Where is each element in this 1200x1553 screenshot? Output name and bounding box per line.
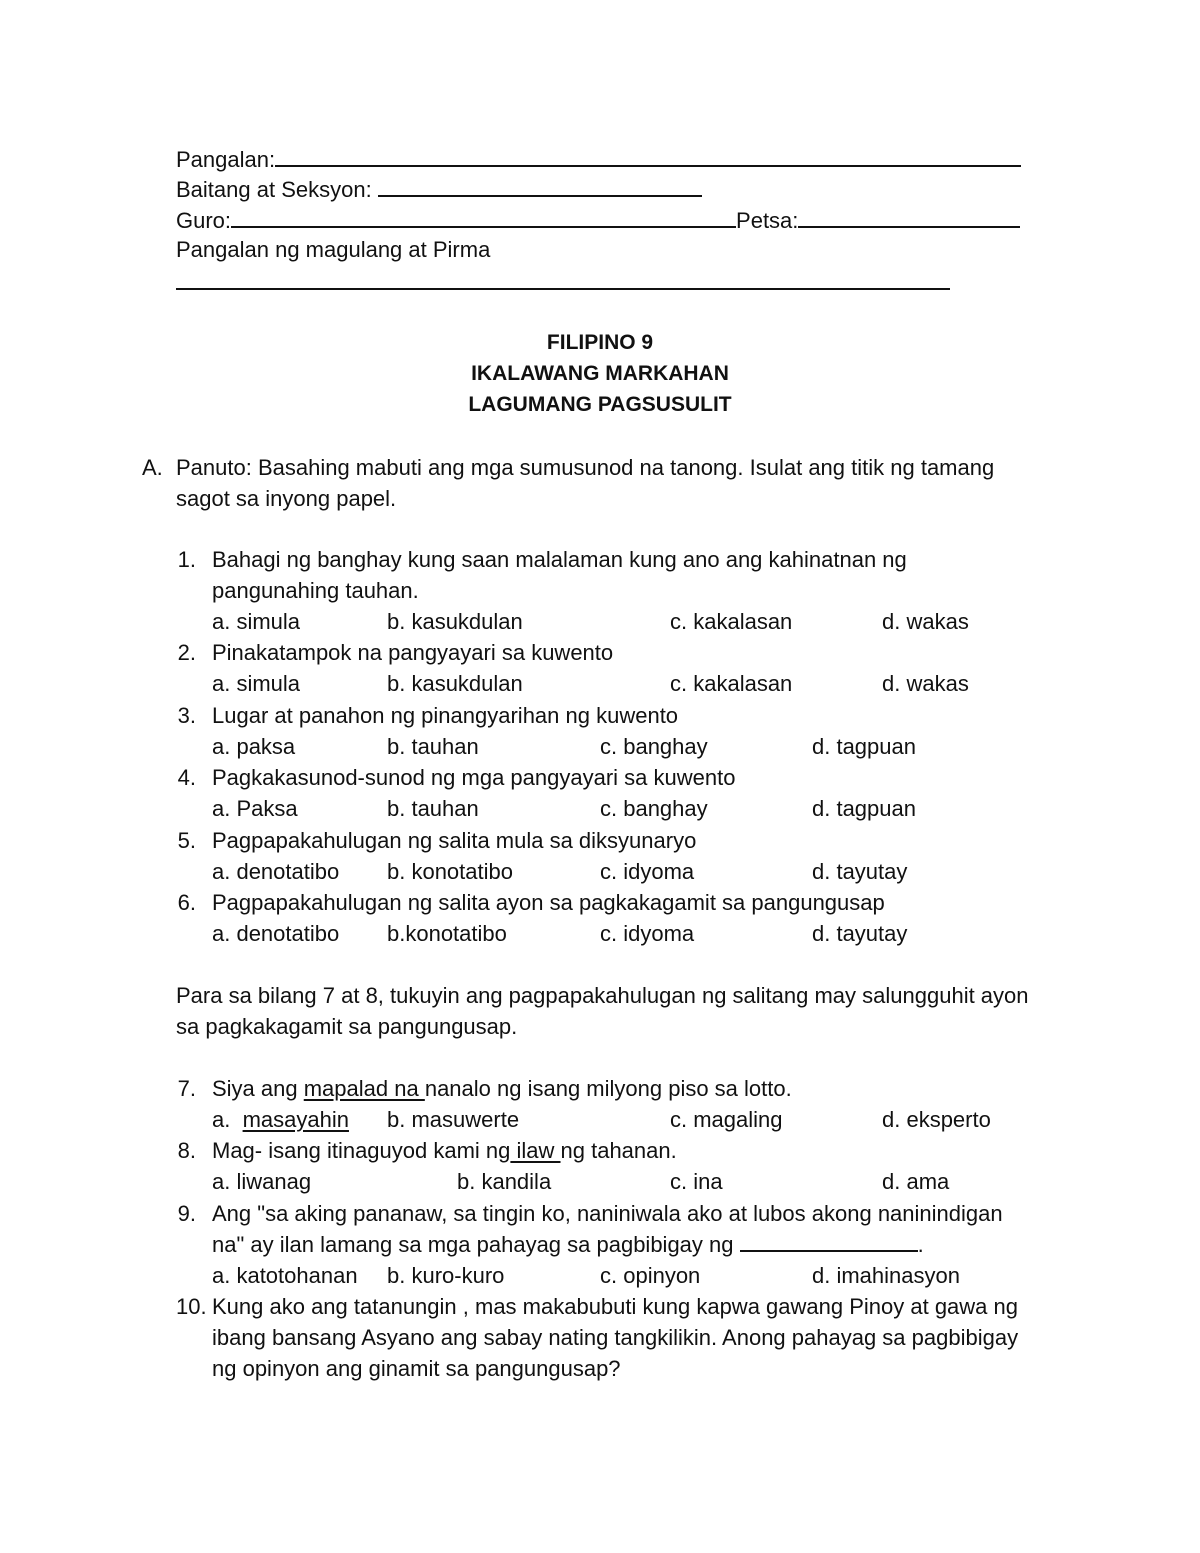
option-c[interactable]: c. opinyon [600, 1263, 701, 1288]
instruction-line-1: Panuto: Basahing mabuti ang mga sumusunod na tanong. Isulat ang titik ng tamang [176, 455, 995, 480]
question-text: Kung ako ang tatanungin , mas makabubuti kung kapwa gawang Pinoy at gawa ng [212, 1294, 1018, 1319]
option-d[interactable]: d. wakas [882, 609, 969, 634]
option-b[interactable]: b. masuwerte [387, 1107, 520, 1132]
option-a[interactable]: a. Paksa [212, 796, 298, 821]
question-text-pre: na" ay ilan lamang sa mga pahayag sa pagbibigay ng [212, 1232, 740, 1257]
option-d[interactable]: d. ama [882, 1169, 950, 1194]
option-a[interactable]: a. liwanag [212, 1169, 312, 1194]
option-a[interactable]: a. katotohanan [212, 1263, 358, 1288]
option-a-word: masayahin [242, 1107, 349, 1132]
question-text-post: nanalo ng isang milyong piso sa lotto. [424, 1076, 792, 1101]
question-text: Pagkakasunod-sunod ng mga pangyayari sa kuwento [212, 765, 736, 790]
option-c[interactable]: c. kakalasan [670, 671, 793, 696]
para-instruction-line-2: sa pagkakagamit sa pangungusap. [176, 1014, 518, 1039]
grade-section-blank[interactable] [378, 175, 702, 197]
option-d[interactable]: d. tagpuan [812, 734, 916, 759]
option-d[interactable]: d. tagpuan [812, 796, 916, 821]
option-b[interactable]: b. kuro-kuro [387, 1263, 505, 1288]
question-number: 10. [176, 1294, 207, 1319]
option-d[interactable]: d. eksperto [882, 1107, 991, 1132]
option-a[interactable]: a. denotatibo [212, 859, 340, 884]
option-a[interactable]: a. paksa [212, 734, 296, 759]
name-field [176, 145, 1021, 173]
option-c[interactable]: c. idyoma [600, 921, 695, 946]
name-label: Pangalan: [176, 147, 276, 172]
teacher-label: Guro: [176, 208, 232, 233]
question-text-pre: Siya ang [212, 1076, 304, 1101]
question-text: Ang "sa aking pananaw, sa tingin ko, naniniwala ako at lubos akong naninindigan [212, 1201, 1003, 1226]
question-number: 5. [177, 828, 196, 853]
option-a[interactable] [212, 1107, 349, 1133]
option-d[interactable]: d. imahinasyon [812, 1263, 960, 1288]
question-text [212, 1076, 792, 1102]
question-number: 9. [177, 1201, 196, 1226]
question-number: 6. [177, 890, 196, 915]
option-c[interactable]: c. magaling [670, 1107, 783, 1132]
parent-signature-blank[interactable] [176, 288, 950, 290]
question-text: pangunahing tauhan. [212, 578, 419, 603]
underlined-word: ilaw [510, 1138, 561, 1163]
name-blank[interactable] [275, 145, 1021, 167]
answer-blank[interactable] [740, 1232, 918, 1252]
question-text: ng opinyon ang ginamit sa pangungusap? [212, 1356, 621, 1381]
teacher-blank[interactable] [231, 206, 736, 228]
option-b[interactable]: b. tauhan [387, 796, 479, 821]
quarter-title: IKALAWANG MARKAHAN [471, 362, 729, 385]
question-text-post: . [917, 1232, 924, 1257]
question-text: ibang bansang Asyano ang sabay nating tangkilikin. Anong pahayag sa pagbibigay [212, 1325, 1019, 1350]
option-b[interactable]: b. konotatibo [387, 859, 513, 884]
option-b[interactable]: b. kasukdulan [387, 671, 523, 696]
question-text-line-2 [212, 1232, 924, 1258]
parent-label: Pangalan ng magulang at Pirma [176, 237, 491, 262]
question-number: 3. [177, 703, 196, 728]
question-text-pre: Mag- isang itinaguyod kami ng [212, 1138, 511, 1163]
date-blank[interactable] [798, 206, 1020, 228]
subject-title: FILIPINO 9 [546, 331, 654, 354]
question-number: 1. [177, 547, 196, 572]
question-text: Pagpapakahulugan ng salita mula sa diksyunaryo [212, 828, 697, 853]
grade-section-field [176, 175, 702, 203]
option-a[interactable]: a. simula [212, 671, 301, 696]
option-b[interactable]: b. kasukdulan [387, 609, 523, 634]
option-c[interactable]: c. idyoma [600, 859, 695, 884]
option-d[interactable]: d. wakas [882, 671, 969, 696]
option-c[interactable]: c. kakalasan [670, 609, 793, 634]
question-text: Pinakatampok na pangyayari sa kuwento [212, 640, 614, 665]
para-instruction-line-1: Para sa bilang 7 at 8, tukuyin ang pagpapakahulugan ng salitang may salungguhit ayon [176, 983, 1029, 1008]
date-label: Petsa: [736, 208, 799, 233]
instruction-line-2: sagot sa inyong papel. [176, 486, 397, 511]
question-text: Bahagi ng banghay kung saan malalaman kung ano ang kahinatnan ng [212, 547, 907, 572]
question-text: Pagpapakahulugan ng salita ayon sa pagkakagamit sa pangungusap [212, 890, 885, 915]
option-a[interactable]: a. denotatibo [212, 921, 340, 946]
exam-title: LAGUMANG PAGSUSULIT [468, 393, 732, 416]
option-b[interactable]: b. kandila [457, 1169, 552, 1194]
option-b[interactable]: b. tauhan [387, 734, 479, 759]
question-number: 2. [177, 640, 196, 665]
teacher-date-field [176, 206, 1020, 234]
option-d[interactable]: d. tayutay [812, 859, 908, 884]
option-letter: a. [212, 1107, 243, 1132]
option-c[interactable]: c. banghay [600, 796, 708, 821]
section-letter: A. [142, 455, 163, 480]
option-a[interactable]: a. simula [212, 609, 301, 634]
underlined-word: mapalad na [303, 1076, 425, 1101]
question-text: Lugar at panahon ng pinangyarihan ng kuwento [212, 703, 679, 728]
question-number: 4. [177, 765, 196, 790]
option-c[interactable]: c. ina [670, 1169, 723, 1194]
option-d[interactable]: d. tayutay [812, 921, 908, 946]
option-b[interactable]: b.konotatibo [387, 921, 507, 946]
grade-section-label: Baitang at Seksyon: [176, 177, 372, 202]
question-number: 8. [177, 1138, 196, 1163]
question-text [212, 1138, 677, 1164]
question-number: 7. [177, 1076, 196, 1101]
option-c[interactable]: c. banghay [600, 734, 708, 759]
question-text-post: ng tahanan. [560, 1138, 677, 1163]
